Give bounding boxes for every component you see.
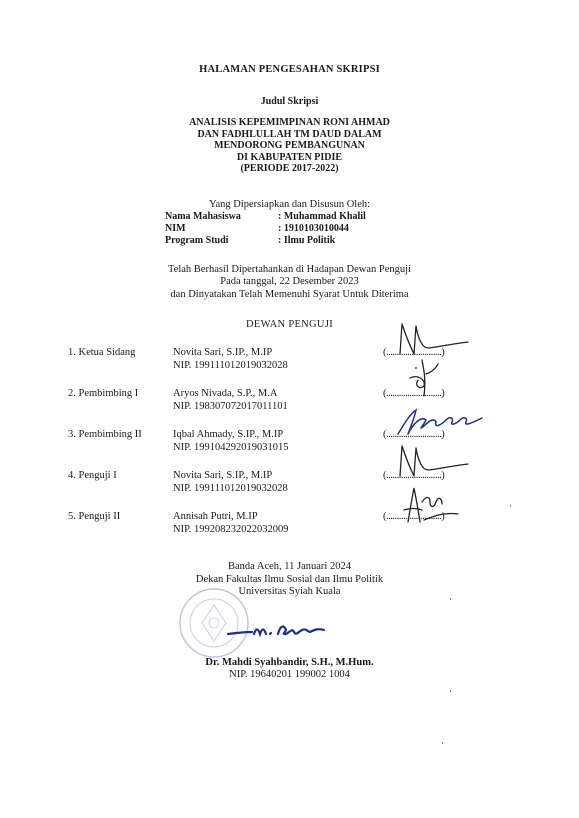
examiner-role: 2. Pembimbing I (68, 388, 139, 399)
examiner-entry (173, 428, 289, 454)
defense-statement (0, 264, 579, 301)
dean-nip: NIP. 19640201 199002 1004 (229, 669, 350, 680)
thesis-title-line: DI KABUPATEN PIDIE (236, 151, 343, 163)
student-info (165, 211, 366, 246)
examiner-entry (173, 387, 288, 413)
examiner-role: 5. Penguji II (68, 511, 121, 522)
signature-line: (..........................) (383, 388, 445, 399)
defense-line: Pada tanggal, 22 Desember 2023 (220, 276, 359, 288)
thesis-title-line: MENDORONG PEMBANGUNAN (214, 140, 365, 152)
signature-5-icon (394, 482, 468, 528)
examiner-nip: NIP. 199104292019031015 (173, 442, 289, 453)
scan-speck (450, 690, 451, 692)
student-label: Nama Mahasiswa (165, 211, 241, 222)
defense-line: dan Dinyatakan Telah Memenuhi Syarat Untuk Diterima (170, 288, 409, 300)
examiner-nip: NIP. 199111012019032028 (173, 483, 288, 494)
student-value: : Ilmu Politik (278, 234, 336, 246)
thesis-title (0, 117, 579, 175)
student-label: Program Studi (165, 234, 229, 246)
examiner-name: Novita Sari, S.IP., M.IP (173, 470, 273, 481)
signature-line: (..........................) (383, 429, 445, 440)
signature-line: (..........................) (383, 470, 445, 481)
examiner-role: 1. Ketua Sidang (68, 347, 136, 358)
student-name-row (165, 211, 366, 223)
student-program-row (165, 235, 366, 247)
dean-name: Dr. Mahdi Syahbandir, S.H., M.Hum. (205, 657, 374, 668)
dean-signature-icon (226, 620, 332, 642)
prepared-by: Yang Dipersiapkan dan Disusun Oleh: (208, 199, 371, 210)
examiner-role: 4. Penguji I (68, 470, 117, 481)
scan-speck (442, 742, 443, 744)
closing-line: Universitas Syiah Kuala (238, 586, 341, 598)
signature-2-icon (404, 356, 448, 400)
examiner-name: Aryos Nivada, S.P., M.A (173, 388, 278, 399)
board-title: DEWAN PENGUJI (245, 319, 334, 330)
examiner-nip: NIP. 198307072017011101 (173, 401, 288, 412)
defense-line: Telah Berhasil Dipertahankan di Hadapan Dewan Penguji (167, 264, 412, 275)
thesis-title-line: (PERIODE 2017-2022) (240, 163, 339, 175)
scan-speck (510, 505, 511, 507)
examiner-name: Novita Sari, S.IP., M.IP (173, 347, 273, 358)
closing-line: Banda Aceh, 11 Januari 2024 (228, 561, 351, 572)
examiner-nip: NIP. 199111012019032028 (173, 360, 288, 371)
signature-line: (..........................) (383, 347, 445, 358)
closing-block (0, 561, 579, 599)
thesis-subtitle: Judul Skripsi (260, 96, 319, 107)
student-label: NIM (165, 222, 186, 234)
examiner-entry (173, 346, 288, 372)
examiner-entry (173, 510, 289, 536)
student-value: : Muhammad Khalil (278, 211, 366, 222)
scan-speck (450, 598, 451, 600)
student-nim-row (165, 223, 366, 235)
thesis-title-line: DAN FADHLULLAH TM DAUD DALAM (197, 128, 382, 140)
student-value: : 1910103010044 (278, 222, 349, 234)
thesis-title-line: ANALISIS KEPEMIMPINAN RONI AHMAD (189, 117, 390, 128)
examiner-name: Iqbal Ahmady, S.IP., M.IP (173, 429, 284, 440)
examiner-name: Annisah Putri, M.IP (173, 511, 258, 522)
signature-4-icon (392, 440, 472, 484)
examiner-entry (173, 469, 288, 495)
examiner-nip: NIP. 199208232022032009 (173, 524, 289, 535)
page-title: HALAMAN PENGESAHAN SKRIPSI (199, 64, 380, 75)
signature-3-icon (394, 404, 486, 438)
closing-line: Dekan Fakultas Ilmu Sosial dan Ilmu Politik (195, 573, 384, 585)
signature-line: (..........................) (383, 511, 445, 522)
examiner-role: 3. Pembimbing II (68, 429, 142, 440)
